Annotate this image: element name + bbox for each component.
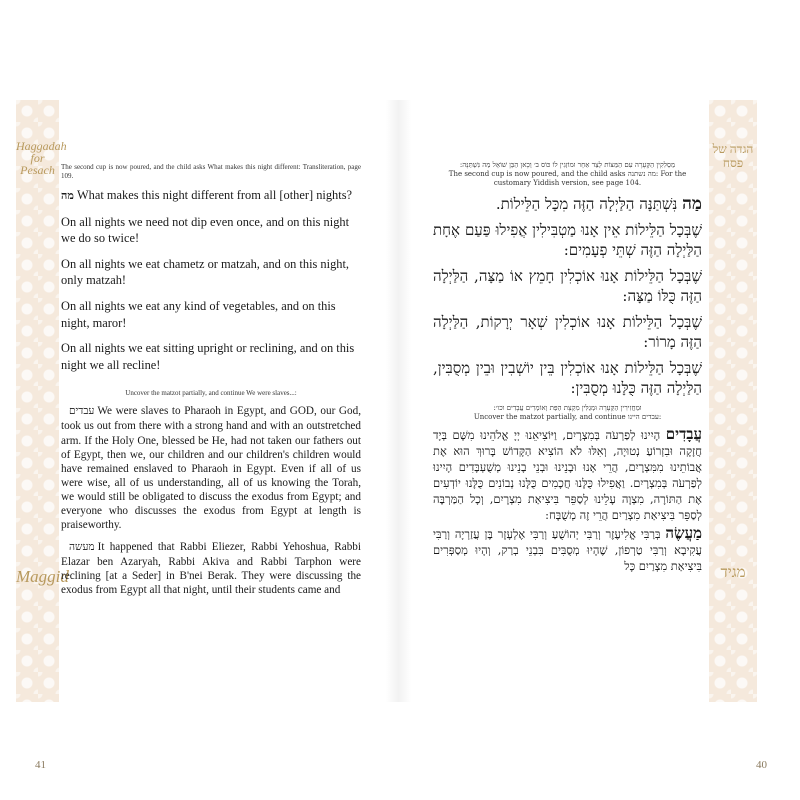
mah-word: מה xyxy=(61,190,74,202)
maaseh-text: בְּרַבִּי אֱלִיעֶזֶר וְרַבִּי יְהוֹשֻׁעַ וְרַבִּי אֶלְעָזָר בֶּן עֲזַרְיָה וְרַבִּי עֲקִיבָא וְרַבִּי טַרְפוֹן, שֶׁהָיוּ מְסֻבִּים בִּבְנֵי בְרַק, וְהָיוּ מְסַפְּרִים בִּיצִיאַת מִצְרַיִם כָּל xyxy=(433,527,702,573)
hebrew-text-column xyxy=(433,100,702,574)
question-4: On all nights we eat sitting upright or reclining, and on this night we all recline! xyxy=(61,341,355,372)
mah-text: נִּשְׁתַּנָּה הַלַּיְלָה הַזֶּה מִכָּל הַלֵּילוֹת. xyxy=(495,195,678,213)
instruction-middle-hebrew: וּמַחֲזִירִין הַקְּעָרָה וּמְגַלִּין מִקְצָת הַפַּת וְאוֹמְרִים עֲבָדִים וכו׳: xyxy=(493,404,642,412)
instruction-middle-english: Uncover the matzot partially, and continue עבדים היינו: xyxy=(473,413,662,421)
maaseh-text: It happened that Rabbi Eliezer, Rabbi Yehoshua, Rabbi Elazar ben Azaryah, Rabbi Akiva and Rabbi Tarphon were reclining [at a Seder] in B'nei Berak. They were discussing the exodus from Egypt all that night, until their students came and xyxy=(61,541,361,597)
question-3: On all nights we eat any kind of vegetables, and on this night, maror! xyxy=(61,298,336,330)
maaseh-word: מעשה xyxy=(69,542,95,554)
running-title: הגדה של פסח xyxy=(712,142,754,170)
mah-nishtanah xyxy=(433,194,702,214)
left-page xyxy=(0,100,386,771)
hebrew-question-1: שֶׁבְּכָל הַלֵּילוֹת אֵין אָנוּ מַטְבִּילִין אֲפִילוּ פַּעַם אֶחָת הַלַּיְלָה הַזֶּה שְׁתֵּי פְעָמִים: xyxy=(433,221,702,259)
avadim-word: עבדים xyxy=(69,406,95,418)
book-gutter xyxy=(386,100,411,702)
section-label: מגיד xyxy=(720,565,746,581)
instruction-middle: Uncover the matzot partially, and continue We were slaves...: xyxy=(125,389,297,398)
page-number: 41 xyxy=(35,759,46,771)
running-title: Haggadah for Pesach xyxy=(16,139,67,177)
hebrew-question-2: שֶׁבְּכָל הַלֵּילוֹת אָנוּ אוֹכְלִין חָמֵץ אוֹ מַצָּה, הַלַּיְלָה הַזֶּה כֻּלּוֹ מַצָּה: xyxy=(433,267,702,305)
avadim-paragraph xyxy=(433,426,702,523)
maaseh-lead: מַעֲשֶׂה xyxy=(665,524,702,542)
avadim-text: We were slaves to Pharaoh in Egypt, and GOD, our God, took us out from there with a strong hand and with an outstretched arm. If the Holy One, blessed be He, had not taken our fathers out of Egypt, then we, our children and our children's children would have remained enslaved to Pharaoh in Egypt. Even if all of us were wise, all of us understanding, all of us knowing the Torah, we would still be obligated to discuss the exodus from Egypt; and everyone who discusses the exodus from Egypt at length is praiseworthy. xyxy=(61,405,361,532)
avadim-lead: עֲבָדִים xyxy=(665,425,703,443)
avadim-paragraph xyxy=(61,404,361,597)
page-number: 40 xyxy=(756,759,767,771)
question-2: On all nights we eat chametz or matzah, and on this night, only matzah! xyxy=(61,256,350,288)
question-1: On all nights we need not dip even once, and on this night we do so twice! xyxy=(61,214,350,246)
hebrew-question-3: שֶׁבְּכָל הַלֵּילוֹת אָנוּ אוֹכְלִין שְׁאָר יְרָקוֹת, הַלַּיְלָה הַזֶּה מָרוֹר: xyxy=(433,313,702,351)
avadim-text: הָיִינוּ לְפַרְעֹה בְּמִצְרָיִם, וַיּוֹצִיאֵנוּ יְיָ אֱלֹהֵינוּ מִשָּׁם בְּיָד חֲזָקָה וּבִזְרוֹעַ נְטוּיָה, וְאִלּוּ לֹא הוֹצִיא הַקָּדוֹשׁ בָּרוּךְ הוּא אֶת אֲבוֹתֵינוּ מִמִּצְרָיִם, הֲרֵי אָנוּ וּבָנֵינוּ וּבְנֵי בָנֵינוּ מְשֻׁעְבָּדִים הָיִינוּ לְפַרְעֹה בְּמִצְרָיִם. וַאֲפִילוּ כֻּלָּנוּ חֲכָמִים כֻּלָּנוּ נְבוֹנִים כֻּלָּנוּ יוֹדְעִים אֶת הַתּוֹרָה, מִצְוָה עָלֵינוּ לְסַפֵּר בִּיצִיאַת מִצְרָיִם, וְכָל הַמַּרְבֶּה לְסַפֵּר בִּיצִיאַת מִצְרַיִם הֲרֵי זֶה מְשֻׁבָּח: xyxy=(433,428,702,522)
right-page xyxy=(411,100,798,771)
mah-lead: מַה xyxy=(682,194,702,214)
decorative-margin-band xyxy=(709,100,757,702)
instruction-hebrew: מַסְלִקִין הַקְּעָרָה עִם הַמַּצּוֹת לְצַד אַחֵר וּמוֹזְגִין לוֹ כּוֹס ב׳ וְכָאן הַבֵּן שׁוֹאֵל מַה נִּשְׁתַּנָּה: xyxy=(459,161,676,169)
hebrew-question-4: שֶׁבְּכָל הַלֵּילוֹת אָנוּ אוֹכְלִין בֵּין יוֹשְׁבִין וּבֵין מְסֻבִּין, הַלַּיְלָה הַזֶּה כֻּלָּנוּ מְסֻבִּין: xyxy=(433,359,702,397)
instruction-top: The second cup is now poured, and the child asks What makes this night different: Transliteration, page 109. xyxy=(61,163,361,180)
maaseh-paragraph xyxy=(433,525,702,574)
question-intro xyxy=(61,187,361,205)
section-label: Maggid xyxy=(16,567,69,586)
english-text-column xyxy=(61,100,361,598)
question-text: What makes this night different from all [other] nights? xyxy=(76,188,353,202)
instruction-english: The second cup is now poured, and the child asks מה נשתנה: For the customary Yiddish version, see page 104. xyxy=(448,170,687,187)
